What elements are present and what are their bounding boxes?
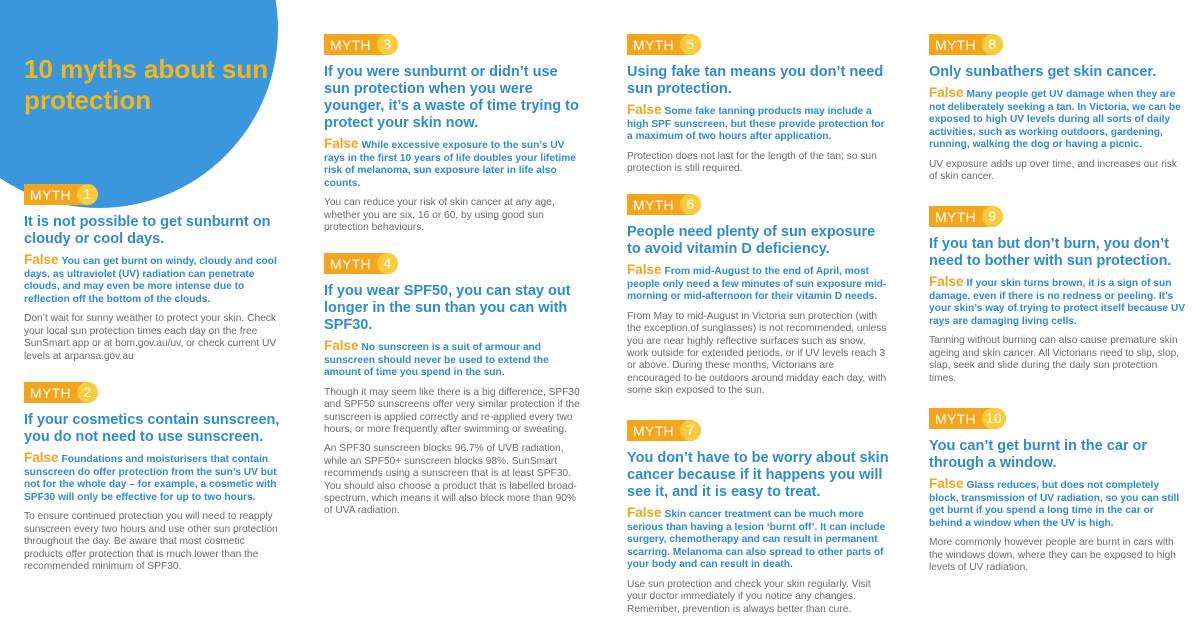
myth-false-paragraph (929, 87, 1187, 152)
false-label: False (24, 252, 59, 267)
myth-number: 7 (680, 420, 701, 441)
myth-8 (929, 34, 1187, 184)
myth-tag (929, 34, 1003, 55)
myth-label: MYTH (30, 186, 71, 203)
myth-heading: If you tan but don’t burn, you don’t need to bother with sun protection. (929, 236, 1172, 269)
myth-body: More commonly however people are burnt in cars with the windows down, where they can be exposed to high levels of UV radiation. (929, 537, 1176, 574)
myth-false-paragraph (627, 264, 889, 304)
myth-tag (929, 408, 1006, 429)
false-label: False (929, 274, 964, 289)
myth-heading: Only sunbathers get skin cancer. (929, 64, 1157, 80)
myth-label: MYTH (935, 36, 976, 53)
false-text: Foundations and moisturisers that contain sunscreen do offer protection from the sun’s UV but not for the whole day – for example, a cosmetic with SPF30 will only be effective for up to two hours. (24, 454, 277, 503)
myth-tag (929, 206, 1003, 227)
myth-tag (324, 34, 398, 55)
false-label: False (324, 338, 359, 353)
myth-number: 5 (680, 34, 701, 55)
myth-body: An SPF30 sunscreen blocks 96.7% of UVB radiation, while an SPF50+ sunscreen blocks 98%. SunSmart recommends using a sunscreen that is at least SPF30. You should also choose a product that is labelled broad-spectrum, which means it will also block more than 90% of UVA radiation. (324, 443, 577, 517)
false-label: False (627, 505, 662, 520)
false-text: Many people get UV damage when they are not deliberately seeking a tan. In Victoria, we can be exposed to high UV levels during all sorts of daily activities, such as working outdoors, gardening, running, walking the dog or having a picnic. (929, 89, 1181, 151)
myth-label: MYTH (633, 422, 674, 439)
false-text: No sunscreen is a suit of armour and sunscreen should never be used to extend the amount of time you spend in the sun. (324, 342, 549, 379)
myth-false-paragraph (929, 276, 1187, 328)
false-label: False (24, 450, 59, 465)
false-text: Some fake tanning products may include a high SPF sunscreen, but these provide protection for a maximum of two hours after application. (627, 106, 885, 143)
myth-false-paragraph (929, 478, 1187, 530)
myth-tag (24, 382, 98, 403)
myth-tag (627, 34, 701, 55)
myth-body: Use sun protection and check your skin regularly. Visit your doctor immediately if you notice any changes. Remember, prevention is always better than cure. (627, 578, 871, 615)
myth-tag (24, 184, 98, 205)
myth-false-paragraph (24, 452, 286, 504)
false-label: False (627, 262, 662, 277)
myth-false-paragraph (627, 104, 889, 144)
myth-body: UV exposure adds up over time, and increases our risk of skin cancer. (929, 158, 1178, 183)
myth-number: 3 (377, 34, 398, 55)
myth-heading: It is not possible to get sunburnt on cloudy or cool days. (24, 214, 271, 247)
myth-false-paragraph (24, 254, 286, 306)
myth-heading: Using fake tan means you don’t need sun protection. (627, 64, 884, 97)
myth-label: MYTH (330, 255, 371, 272)
myth-heading: People need plenty of sun exposure to avoid vitamin D deficiency. (627, 224, 876, 257)
myth-tag (627, 194, 701, 215)
myth-body: From May to mid-August in Victoria sun protection (with the exception of sunglasses) is not recommended, unless you are near highly reflective surfaces such as snow, work outside for extended periods, or if UV levels reach 3 or above. During these months, Victorians are encouraged to be outdoors around midday each day, with some skin exposed to the sun. (627, 310, 887, 397)
myth-number: 4 (377, 253, 398, 274)
myth-label: MYTH (330, 36, 371, 53)
myth-label: MYTH (935, 208, 976, 225)
myth-body: You can reduce your risk of skin cancer at any age, whether you are six, 16 or 60, by using good sun protection behaviours. (324, 197, 555, 234)
myth-false-paragraph (324, 138, 586, 190)
false-text: If your skin turns brown, it is a sign of sun damage, even if there is no redness or peeling. It’s your skin’s way of trying to protect itself because UV rays are damaging living cells. (929, 278, 1186, 327)
false-text: From mid-August to the end of April, most people only need a few minutes of sun exposure mid-morning or mid-afternoon for their vitamin D needs. (627, 266, 887, 303)
myth-label: MYTH (633, 196, 674, 213)
myth-label: MYTH (935, 410, 976, 427)
myth-6 (627, 194, 889, 398)
myth-body: Protection does not last for the length of the tan; so sun protection is still required. (627, 150, 877, 175)
myth-heading: If you were sunburnt or didn’t use sun protection when you were younger, it’s a waste of time trying to protect your skin now. (324, 64, 579, 131)
myth-9 (929, 206, 1187, 385)
myth-heading: If your cosmetics contain sunscreen, you do not need to use sunscreen. (24, 412, 280, 445)
myth-2 (24, 382, 286, 573)
false-text: While excessive exposure to the sun’s UV rays in the first 10 years of life doubles your lifetime risk of melanoma, sun exposure later in life also counts. (324, 140, 576, 189)
page-title: 10 myths about sun protection (24, 54, 269, 115)
myth-1 (24, 184, 286, 363)
false-label: False (627, 102, 662, 117)
myth-false-paragraph (627, 507, 889, 572)
myth-heading: If you wear SPF50, you can stay out longer in the sun than you can with SPF30. (324, 283, 571, 333)
myth-heading: You don’t have to be worry about skin cancer because if it happens you will see it, and it is easy to treat. (627, 450, 889, 500)
false-label: False (929, 476, 964, 491)
myth-label: MYTH (633, 36, 674, 53)
myth-tag (627, 420, 701, 441)
myth-number: 9 (982, 206, 1003, 227)
myth-tag (324, 253, 398, 274)
false-label: False (929, 85, 964, 100)
myth-heading: You can’t get burnt in the car or through a window. (929, 438, 1148, 471)
myth-number: 2 (77, 382, 98, 403)
false-label: False (324, 136, 359, 151)
myth-7 (627, 420, 889, 616)
myth-number: 6 (680, 194, 701, 215)
myth-body: To ensure continued protection you will need to reapply sunscreen every two hours and use other sun protection throughout the day. Be aware that most cosmetic products offer protection that is much lower than the recommended minimum of SPF30. (24, 511, 278, 572)
myth-body: Don’t wait for sunny weather to protect your skin. Check your local sun protection times each day on the free SunSmart app or at bom.gov.au/uv, or check current UV levels at arpansa.gov.au (24, 313, 277, 362)
myth-number: 10 (982, 408, 1006, 429)
myth-number: 1 (77, 184, 98, 205)
false-text: You can get burnt on windy, cloudy and cool days, as ultraviolet (UV) radiation can penetrate clouds, and may even be more intense due to reflection off the bottom of the clouds. (24, 256, 277, 305)
myth-4 (324, 253, 586, 518)
myth-body: Tanning without burning can also cause premature skin ageing and skin cancer. All Victorians need to slip, slop, slap, seek and slide during the daily sun protection times. (929, 335, 1180, 384)
myth-10 (929, 408, 1187, 575)
myth-number: 8 (982, 34, 1003, 55)
myth-body: Though it may seem like there is a big difference, SPF30 and SPF50 sunscreens offer very similar protection if the sunscreen is applied correctly and re-applied every two hours, or more frequently after swimming or sweating. (324, 386, 580, 435)
myth-5 (627, 34, 889, 176)
false-text: Glass reduces, but does not completely block, transmission of UV radiation, so you can still get burnt if you spend a long time in the car or behind a window when the UV is high. (929, 480, 1180, 529)
false-text: Skin cancer treatment can be much more serious than having a lesion ‘burnt off’. It can include surgery, chemotherapy and can result in permanent scarring. Melanoma can also spread to other parts of your body and can result in death. (627, 509, 886, 571)
myth-3 (324, 34, 586, 235)
myth-label: MYTH (30, 384, 71, 401)
myth-false-paragraph (324, 340, 586, 380)
